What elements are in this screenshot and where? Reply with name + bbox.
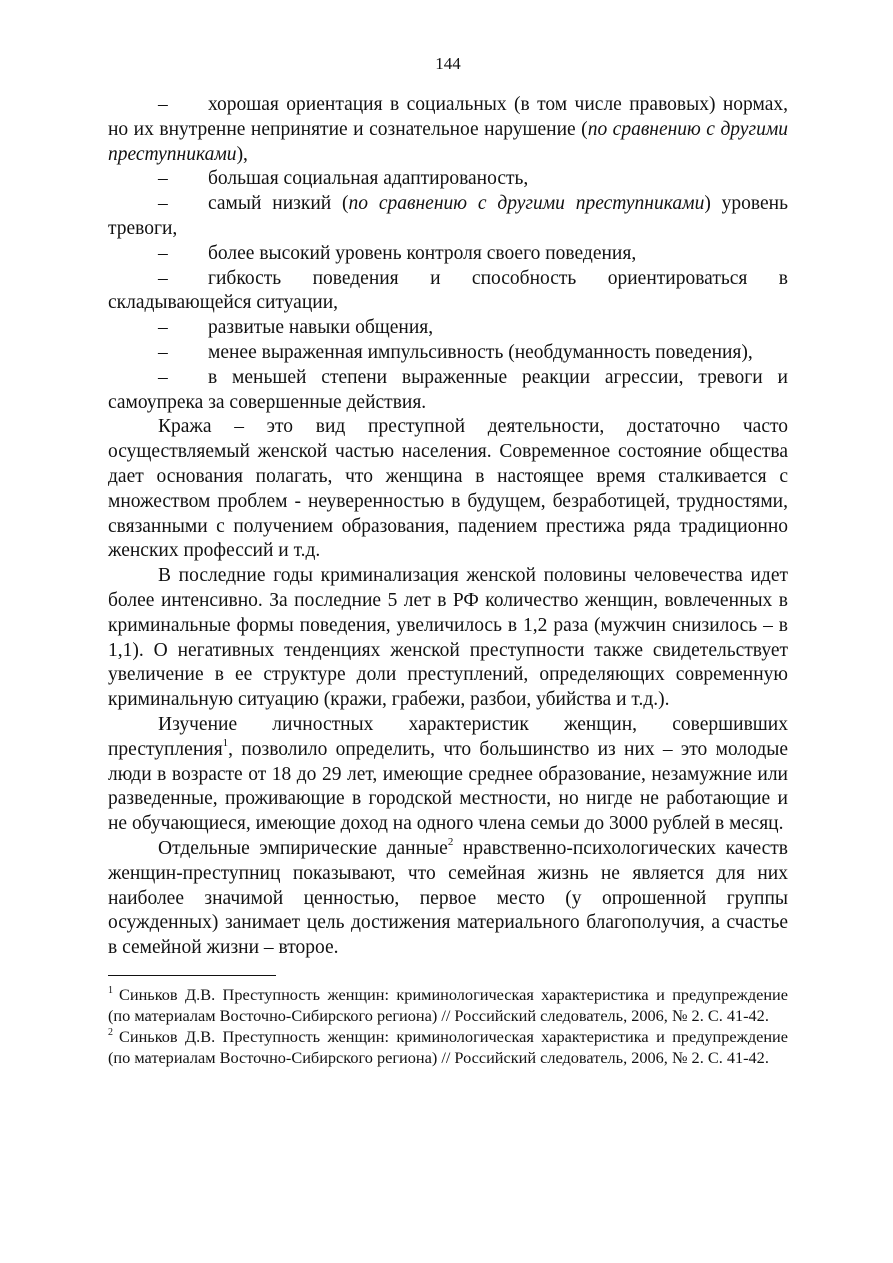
footnote-text: Синьков Д.В. Преступность женщин: криминологическая характеристика и предупреждение (по материалам Восточно-Сибирского региона) // Российский следователь, 2006, № 2. С. 41-42. bbox=[108, 1026, 788, 1067]
list-item bbox=[108, 93, 788, 167]
list-item bbox=[108, 316, 788, 341]
list-item bbox=[108, 341, 788, 366]
list-item bbox=[108, 192, 788, 242]
main-text bbox=[108, 93, 788, 961]
list-item-text-end: ) уровень тревоги, bbox=[108, 193, 788, 239]
paragraph-text: Отдельные эмпирические данные bbox=[158, 837, 448, 859]
list-dash: – bbox=[158, 317, 168, 339]
footnote-2 bbox=[108, 1026, 788, 1068]
list-item bbox=[108, 167, 788, 192]
list-item-text: в меньшей степени выраженные реакции агрессии, тревоги и самоупрека за совершенные действия. bbox=[108, 366, 788, 413]
footnotes bbox=[108, 984, 788, 1068]
list-dash: – bbox=[158, 193, 168, 215]
list-dash: – bbox=[158, 94, 168, 115]
footnote-ref-1[interactable]: 1 bbox=[222, 736, 229, 749]
footnote-ref-2[interactable]: 2 bbox=[447, 835, 454, 848]
list-item-italic: по сравнению с другими преступниками bbox=[108, 118, 789, 165]
list-item-text: большая социальная адаптированость, bbox=[208, 168, 529, 190]
paragraph-theft: Кража – это вид преступной деятельности, достаточно часто осуществляемый женской частью населения. Современное состояние общества дает основания полагать, что женщина в настоящее время сталкивается с множеством проблем - неуверенностью в будущем, безработицей, трудностями, связанными с получением образования, падением престижа ряда традиционно женских профессий и т.д. bbox=[108, 416, 788, 562]
paragraph-text-end: нравственно-психологических качеств женщин-преступниц показывают, что семейная жизнь не является для них наиболее значимой ценностью, первое место (у опрошенной группы осужденных) занимает цель достижения материального благополучия, а счастье в семейной жизни – второе. bbox=[108, 837, 788, 959]
list-item bbox=[108, 267, 788, 317]
list-dash: – bbox=[158, 242, 168, 264]
footnote-number: 2 bbox=[108, 1026, 113, 1038]
page-number: 144 bbox=[435, 54, 461, 73]
list-dash: – bbox=[158, 341, 168, 363]
list-item-text: развитые навыки общения, bbox=[208, 317, 434, 339]
list-dash: – bbox=[158, 168, 168, 190]
paragraph-empirical bbox=[108, 837, 788, 961]
list-item-text: хорошая ориентация в социальных (в том числе правовых) нормах, но их внутренне непринятие и сознательное нарушение ( bbox=[108, 94, 788, 140]
list-item bbox=[108, 242, 788, 267]
footnote-text: Синьков Д.В. Преступность женщин: криминологическая характеристика и предупреждение (по материалам Восточно-Сибирского региона) // Российский следователь, 2006, № 2. С. 41-42. bbox=[108, 984, 788, 1025]
paragraph-text-end: , позволило определить, что большинство из них – это молодые люди в возрасте от 18 до 29 лет, имеющие среднее образование, незамужние или разведенные, проживающие в городской местности, но нигде не работающие и не обучающиеся, имеющие доход на одного члена семьи до 3000 рублей в месяц. bbox=[108, 738, 788, 835]
paragraph-study bbox=[108, 713, 788, 837]
list-item-text: менее выраженная импульсивность (необдуманность поведения), bbox=[208, 341, 753, 363]
list-dash: – bbox=[158, 267, 168, 289]
list-item bbox=[108, 366, 788, 416]
footnote-separator bbox=[108, 975, 276, 976]
list-item-text: самый низкий ( bbox=[208, 193, 349, 215]
paragraph-text: Изучение личностных характеристик женщин, совершивших преступления bbox=[108, 713, 788, 760]
list-item-text-end: ), bbox=[236, 143, 248, 165]
list-item-text: более высокий уровень контроля своего поведения, bbox=[208, 242, 637, 264]
paragraph-recent-years: В последние годы криминализация женской половины человечества идет более интенсивно. За последние 5 лет в РФ количество женщин, вовлеченных в криминальные формы поведения, увеличилось в 1,2 раза (мужчин снизилось – в 1,1). О негативных тенденциях женской преступности также свидетельствует увеличение в ее структуре доли преступлений, определяющих современную криминальную ситуацию (кражи, грабежи, разбои, убийства и т.д.). bbox=[108, 565, 788, 711]
list-dash: – bbox=[158, 366, 168, 388]
list-item-text: гибкость поведения и способность ориентироваться в складывающейся ситуации, bbox=[108, 267, 788, 314]
document-page bbox=[108, 52, 788, 1068]
footnote-1 bbox=[108, 984, 788, 1026]
footnote-number: 1 bbox=[108, 984, 113, 996]
bullet-list bbox=[108, 93, 788, 415]
list-item-italic: по сравнению с другими преступниками bbox=[348, 193, 705, 215]
